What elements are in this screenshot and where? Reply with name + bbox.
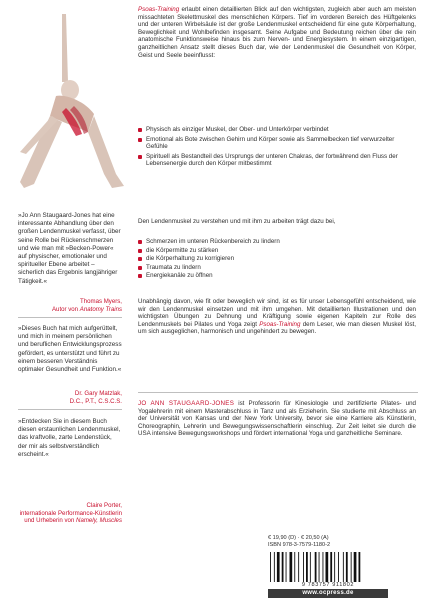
list-item: Emotional als Bote zwischen Gehirn und Körper sowie als Sammelbecken tief verwurzelter Gefühle (138, 136, 416, 151)
bullet-icon (138, 155, 142, 159)
barcode-bar (274, 552, 275, 582)
list-item: Traumata zu lindern (138, 264, 416, 272)
quote-1-author-pub: Anatomy Trains (79, 305, 122, 313)
list-item: die Körpermitte zu stärken (138, 247, 416, 255)
bullet-icon (138, 240, 142, 244)
quote-2-author (18, 390, 122, 405)
sidebar (0, 0, 128, 600)
bullet-icon (138, 128, 142, 132)
barcode-bar (351, 552, 352, 582)
quote-3-author-pub: Namely, Muscles (76, 517, 122, 525)
barcode-bar (290, 552, 293, 582)
barcode-bar (346, 552, 348, 582)
barcode-bar (303, 552, 304, 582)
quote-3-author-role: internationale Performance-Künstlerin und Urheberin von (19, 509, 122, 525)
bullet-icon (138, 274, 142, 278)
quote-1-author (18, 298, 122, 313)
barcode-bar (326, 552, 329, 582)
list-item: die Körperhaltung zu korrigieren (138, 255, 416, 263)
barcode-bar (294, 552, 295, 582)
quote-1-author-role: Autor von (51, 305, 79, 313)
bullet-icon (138, 249, 142, 253)
barcode-bar (359, 552, 361, 582)
list-item: Spirituell als Bestandteil des Ursprungs der unteren Chakras, der fortwährend den Fluss der Lebensenergie durch den Körper mitbestimmt (138, 153, 416, 168)
section-divider (138, 392, 418, 393)
quote-3-author (18, 502, 122, 525)
quote-divider (18, 317, 122, 318)
publisher-url: www.ocpress.de (268, 589, 388, 598)
quote-3-text: »Entdecken Sie in diesem Buch diesen erstaunlichen Lendenmuskel, das kraftvolle, zarte Lendenstück, der mir als selbstverständlich erscheint.« (18, 418, 121, 458)
mid-paragraph: Den Lendenmuskel zu verstehen und mit ihm zu arbeiten trägt dazu bei, (138, 218, 336, 225)
brand-title: Psoas-Training (138, 6, 180, 13)
main-text-column (138, 0, 418, 600)
barcode-bar (319, 552, 320, 582)
list-item: Schmerzen im unteren Rückenbereich zu lindern (138, 238, 416, 246)
barcode-bar (286, 552, 287, 582)
quote-2-author-name: Dr. Gary Matzlak, (74, 390, 122, 397)
barcode-bar (270, 552, 271, 582)
bullet-list-benefits (138, 238, 416, 280)
barcode-bar (323, 552, 324, 582)
quote-1-text: »Jo Ann Staugaard-Jones hat eine interessante Abhandlung über den großen Lendenmuskel verfasst, über seine Rolle bei Rückenschmerzen und wie man mit »Becken-Power« auf physischer, emotionaler und spiritueller Ebene arbeitet – sicherlich das Ergebnis langjähriger Tätigkeit.« (18, 212, 121, 285)
barcode-bar (282, 552, 284, 582)
barcode-bar (343, 552, 344, 582)
barcode-bar (354, 552, 357, 582)
bullet-icon (138, 257, 142, 261)
brand-title: Psoas-Training (259, 320, 301, 328)
list-item: Energiekanäle zu öffnen (138, 272, 416, 280)
barcode-bar (306, 552, 308, 582)
quote-divider (18, 409, 122, 410)
barcode-bar (330, 552, 332, 582)
quote-2-text: »Dieses Buch hat mich aufgerüttelt, und mich in meinem persönlichen und beruflichen Entwicklungsprozess gefördert, es unterstützt und führt zu einem besseren Verständnis optimaler Gesundheit und Funktion.« (18, 325, 122, 374)
barcode-bar (310, 552, 311, 582)
barcode-bar (277, 552, 280, 582)
quote-1-author-name: Thomas Myers, (80, 298, 122, 305)
bullet-list-influence (138, 126, 416, 168)
intro-paragraph (138, 6, 416, 59)
barcode-bar (334, 552, 335, 582)
intro-text: erlaubt einen detaillierten Blick auf den wichtigsten, zugleich aber auch am meisten missachteten Skelettmuskel des menschlichen Körpers. Tief im vorderen Bereich des Hüftgelenks und der unteren Wirbelsäule ist der große Lendenmuskel entscheidend für eine gute Körperhaltung, Beweglichkeit und Wohlbefinden insgesamt. Seine Aufgabe und Bedeutung reichen über die rein anatomische Funktionsweise hinaus bis zum Nerven- und Energiesystem. In einem einzigartigen, ganzheitlichen Ansatz stellt dieses Buch dar, wie der Lendenmuskel die Gesundheit von Körper, Geist und Seele beeinflusst: (138, 6, 416, 59)
price-label: € 19,90 (D) · € 20,50 (A) (268, 535, 329, 541)
author-bio: JO ANN STAUGAARD-JONES ist Professorin für Kinesiologie und zertifizierte Pilates- und Yogalehrerin mit einem Masterabschluss in Tanz und als Erzieherin. Sie studierte mit Abschluss an der Universität von Kansas und der New York University, bevor sie eine Karriere als Künstlerin, Choreographin, Lehrerin und Bewegungswissenschaftlerin einschlug. Zur Zeit leitet sie durch die USA intensive Bewegungsworkshops und fördert international Yoga und ganzheitliche Seminare. (138, 400, 417, 438)
quote-2-author-role: D.C., P.T., C.S.C.S. (69, 397, 122, 405)
closing-paragraph: Unabhängig davon, wie fit oder beweglich wir sind, ist es für unser Lebensgefühl entscheidend, wie wir den Lendenmuskel einsetzen und mit ihm umgehen. Mit detaillierten Illustrationen und den wichtigsten Übungen zu Dehnung und Kräftigung sowie eigenen Kapiteln zur Rolle des Lendenmuskels bei Pilates und Yoga zeigt Psoas-Training dem Leser, wie man diesen Muskel löst, um sich ausgeglichen, harmonisch und ungehindert zu bewegen. (138, 298, 416, 336)
isbn-label: ISBN 978-3-7579-1180-2 (268, 542, 331, 548)
barcode-bar (298, 552, 299, 582)
bullet-icon (138, 266, 142, 270)
barcode-bar (338, 552, 339, 582)
quote-3-author-name: Claire Porter, (86, 502, 122, 509)
yoga-figure-illustration (4, 4, 128, 200)
barcode-icon (268, 552, 388, 582)
bullet-icon (138, 138, 142, 142)
author-name: JO ANN STAUGAARD-JONES (138, 400, 235, 407)
list-item: Physisch als einziger Muskel, der Ober- und Unterkörper verbindet (138, 126, 416, 134)
barcode-bar (315, 552, 317, 582)
barcode-number: 9 783757 911802 (301, 582, 355, 588)
